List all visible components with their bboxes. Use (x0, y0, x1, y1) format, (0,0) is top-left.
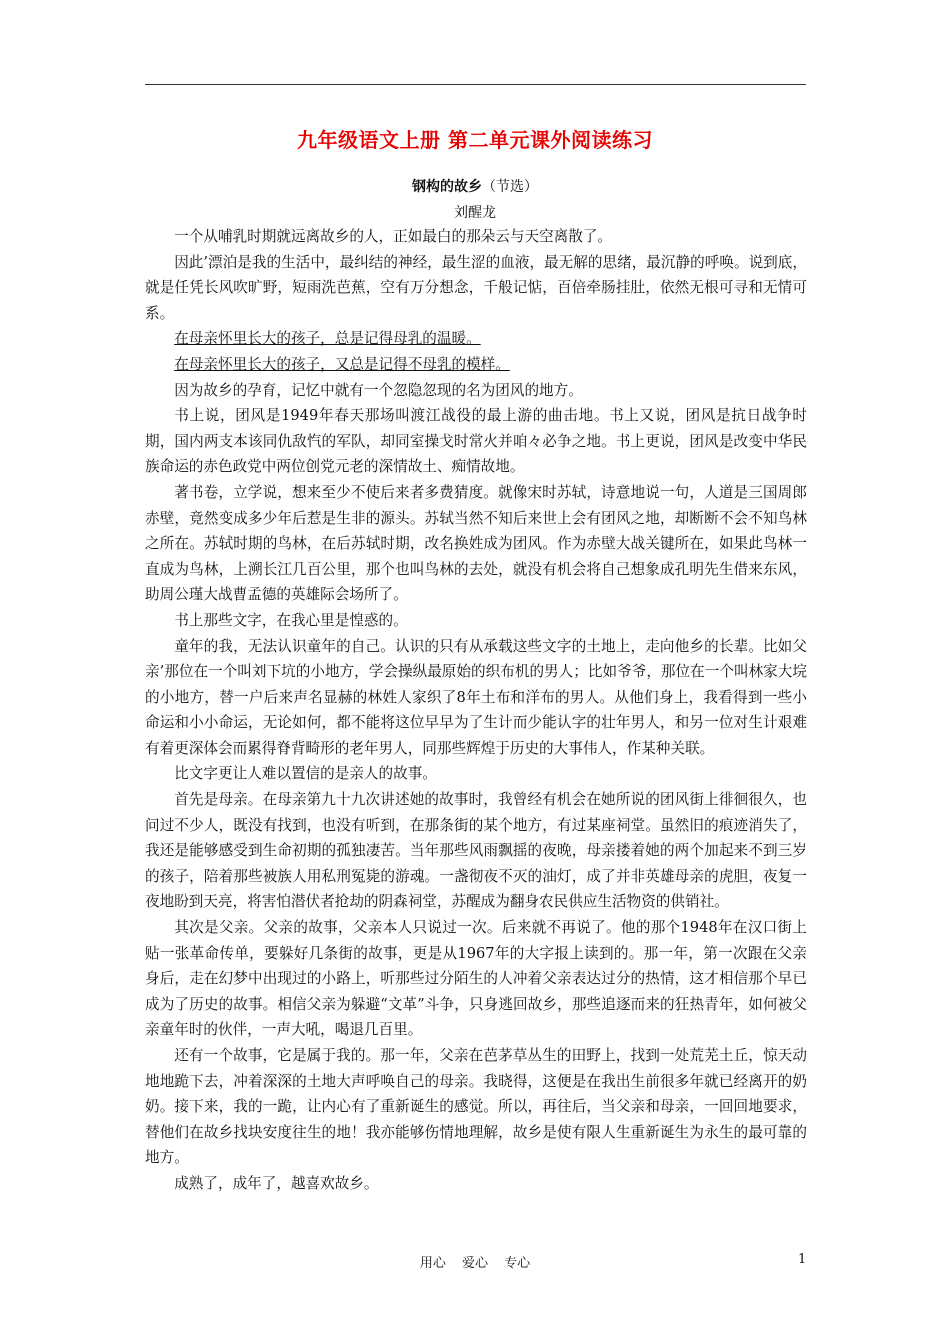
paragraph: 书上说，团风是1949年春天那场叫渡江战役的最上游的曲击地。书上又说，团风是抗日战争时期，国内两支本该同仇敌忾的军队，却同室操戈时常火并咱々必争之地。书上更说，团风是改变中华民族命运的赤色政党中两位创党元老的深情故土、痴情故地。 (145, 407, 807, 476)
page-footer: 用心 爱心 专心 (419, 1256, 531, 1271)
article-title (0, 176, 950, 196)
paragraph-underlined (145, 326, 807, 352)
paragraph: 还有一个故事，它是属于我的。那一年，父亲在芭茅草丛生的田野上，找到一处荒芜土丘，惊天动地地跪下去，冲着深深的土地大声呼唤自己的母亲。我晓得，这便是在我出生前很多年就已经离开的奶奶。接下来，我的一跪，让内心有了重新诞生的感觉。所以，再往后，当父亲和母亲，一回回地要求，替他们在故乡找块安度往生的地！我亦能够伤情地理解，故乡是使有限人生重新诞生为永生的最可靠的地方。 (145, 1047, 807, 1167)
article-author: 刘醒龙 (454, 205, 496, 221)
article-body (145, 224, 807, 1197)
article-title-text: 钢构的故乡 (412, 179, 482, 195)
paragraph: 首先是母亲。在母亲第九十九次讲述她的故事时，我曾经有机会在她所说的团风街上徘徊很久，也问过不少人，既没有找到，也没有听到，在那条街的某个地方，有过某座祠堂。虽然旧的痕迹消失了，我还是能够感受到生命初期的孤独凄苦。当年那些风雨飘摇的夜晚，母亲搂着她的两个加起来不到三岁的孩子，陪着那些被族人用私刑冤毙的游魂。一盏彻夜不灭的油灯，成了并非英雄母亲的虎胆，夜复一夜地盼到天亮，将害怕潜伏者抢劫的阴森祠堂，苏醒成为翻身农民供应生活物资的供销社。 (145, 791, 807, 911)
paragraph: 因此’漂泊是我的生活中，最纠结的神经，最生涩的血液，最无解的思绪，最沉静的呼唤。说到底，就是任凭长风吹旷野，短雨洗芭蕉，空有万分想念，千般记惦，百倍牵肠挂肚，依然无根可寻和无情可系。 (145, 253, 807, 322)
paragraph-underlined (145, 352, 807, 378)
page-number: 1 (798, 1252, 807, 1267)
paragraph: 一个从哺乳时期就远离故乡的人，正如最白的那朵云与天空离散了。 (174, 228, 613, 245)
underlined-text: 在母亲怀里长大的孩子，又总是记得不母乳的模样。 (174, 355, 510, 373)
paragraph: 著书卷，立学说，想来至少不使后来者多费猜度。就像宋时苏轼，诗意地说一句，人道是三国周郎赤壁，竟然变成多少年后惹是生非的源头。苏轼当然不知后来世上会有团风之地，却断断不会不知鸟林之所在。苏轼时期的鸟林，在后苏轼时期，改名换姓成为团风。作为赤壁大战关键所在，如果此鸟林一直成为鸟林，上溯长江几百公里，那个也叫鸟林的去处，就没有机会将自己想象成孔明先生借来东风，助周公瑾大战曹孟德的英雄际会场所了。 (145, 483, 807, 604)
underlined-text: 在母亲怀里长大的孩子，总是记得母乳的温暖。 (174, 330, 481, 348)
header-rule (145, 84, 806, 85)
paragraph: 其次是父亲。父亲的故事，父亲本人只说过一次。后来就不再说了。他的那个1948年在汉口街上贴一张革命传单，要躲好几条街的故事，更是从1967年的大字报上读到的。那一年，第一次跟在父亲身后，走在幻梦中出现过的小路上，听那些过分陌生的人冲着父亲表达过分的热情，这才相信那个早已成为了历史的故事。相信父亲为躲避“文革”斗争，只身逃回故乡，那些追逐而来的狂热青年，如何被父亲童年时的伙伴，一声大吼，喝退几百里。 (145, 919, 807, 1039)
paragraph: 因为故乡的孕育，记忆中就有一个忽隐忽现的名为团风的地方。 (174, 381, 583, 399)
paragraph: 比文字更让人难以置信的是亲人的故事。 (174, 765, 437, 783)
paragraph: 童年的我，无法认识童年的自己。认识的只有从承载这些文字的土地上，走向他乡的长辈。比如父亲’那位在一个叫刘下坑的小地方，学会操纵最原始的织布机的男人；比如爷爷，那位在一个叫林家大垸的小地方，替一户后来声名显赫的林姓人家织了8年土布和洋布的男人。从他们身上，我看得到一些小命运和小小命运，无论如何，都不能将这位早早为了生计而少能认字的壮年男人，和另一位对生计艰难有着更深体会而累得脊背畸形的老年男人，同那些辉煌于历史的大事伟人，作某种关联。 (145, 637, 807, 757)
page-title: 九年级语文上册 第二单元课外阅读练习 (297, 128, 653, 152)
paragraph: 书上那些文字，在我心里是惶惑的。 (174, 611, 408, 629)
paragraph: 成熟了，成年了，越喜欢故乡。 (174, 1174, 379, 1192)
article-title-note: （节选） (482, 179, 538, 195)
